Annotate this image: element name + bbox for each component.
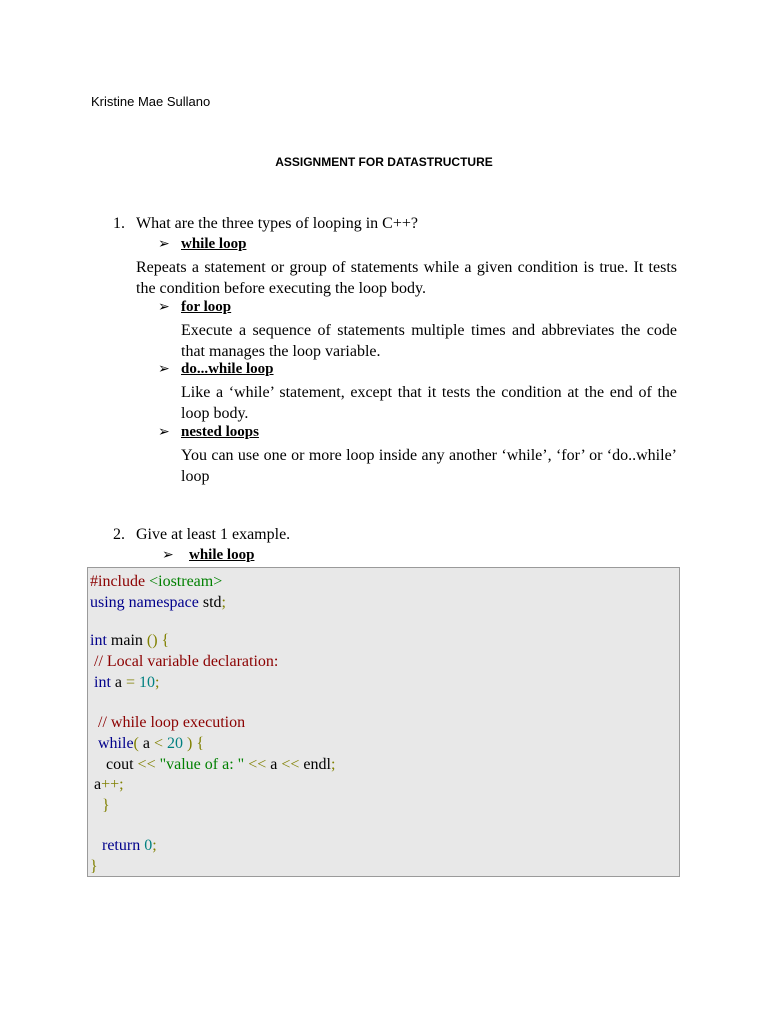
code-line-int-a: int a = 10; <box>90 674 160 691</box>
arrow-bullet-icon: ➢ <box>158 425 170 440</box>
desc-nested-loops: You can use one or more loop inside any another ‘while’, ‘for’ or ‘do..while’ loop <box>181 447 677 485</box>
document-title: ASSIGNMENT FOR DATASTRUCTURE <box>275 155 493 169</box>
bullet-label-example-while-loop: while loop <box>189 547 255 563</box>
code-line-close-while: } <box>90 797 110 814</box>
desc-while-loop: Repeats a statement or group of statements while a given condition is true. It tests the condition before executing the loop body. <box>136 259 677 297</box>
code-line-include: #include <iostream> <box>90 573 223 590</box>
code-line-main: int main () { <box>90 632 170 649</box>
code-line-return: return 0; <box>90 837 157 854</box>
question-1-text: What are the three types of looping in C++? <box>136 215 418 232</box>
arrow-bullet-icon: ➢ <box>158 300 170 315</box>
code-block <box>87 567 680 877</box>
bullet-label-while-loop: while loop <box>181 236 247 252</box>
code-line-comment-local: // Local variable declaration: <box>90 653 279 670</box>
bullet-label-nested-loops: nested loops <box>181 424 259 440</box>
desc-for-loop: Execute a sequence of statements multiple times and abbreviates the code that manages the loop variable. <box>181 322 677 360</box>
code-line-cout: cout << "value of a: " << a << endl; <box>90 756 336 773</box>
arrow-bullet-icon: ➢ <box>158 362 170 377</box>
arrow-bullet-icon: ➢ <box>162 548 174 563</box>
arrow-bullet-icon: ➢ <box>158 237 170 252</box>
code-line-using: using namespace std; <box>90 594 226 611</box>
question-2-text: Give at least 1 example. <box>136 526 291 543</box>
code-line-close-main: } <box>90 858 98 875</box>
author-name: Kristine Mae Sullano <box>91 94 211 109</box>
code-line-comment-while: // while loop execution <box>90 714 246 731</box>
desc-do-while-loop: Like a ‘while’ statement, except that it tests the condition at the end of the loop body. <box>181 384 677 422</box>
question-2-number: 2. <box>113 526 125 543</box>
code-line-increment: a++; <box>90 776 124 793</box>
bullet-label-for-loop: for loop <box>181 299 232 315</box>
code-line-while: while( a < 20 ) { <box>90 735 205 752</box>
question-1-number: 1. <box>113 215 125 232</box>
bullet-label-do-while-loop: do...while loop <box>181 361 274 377</box>
